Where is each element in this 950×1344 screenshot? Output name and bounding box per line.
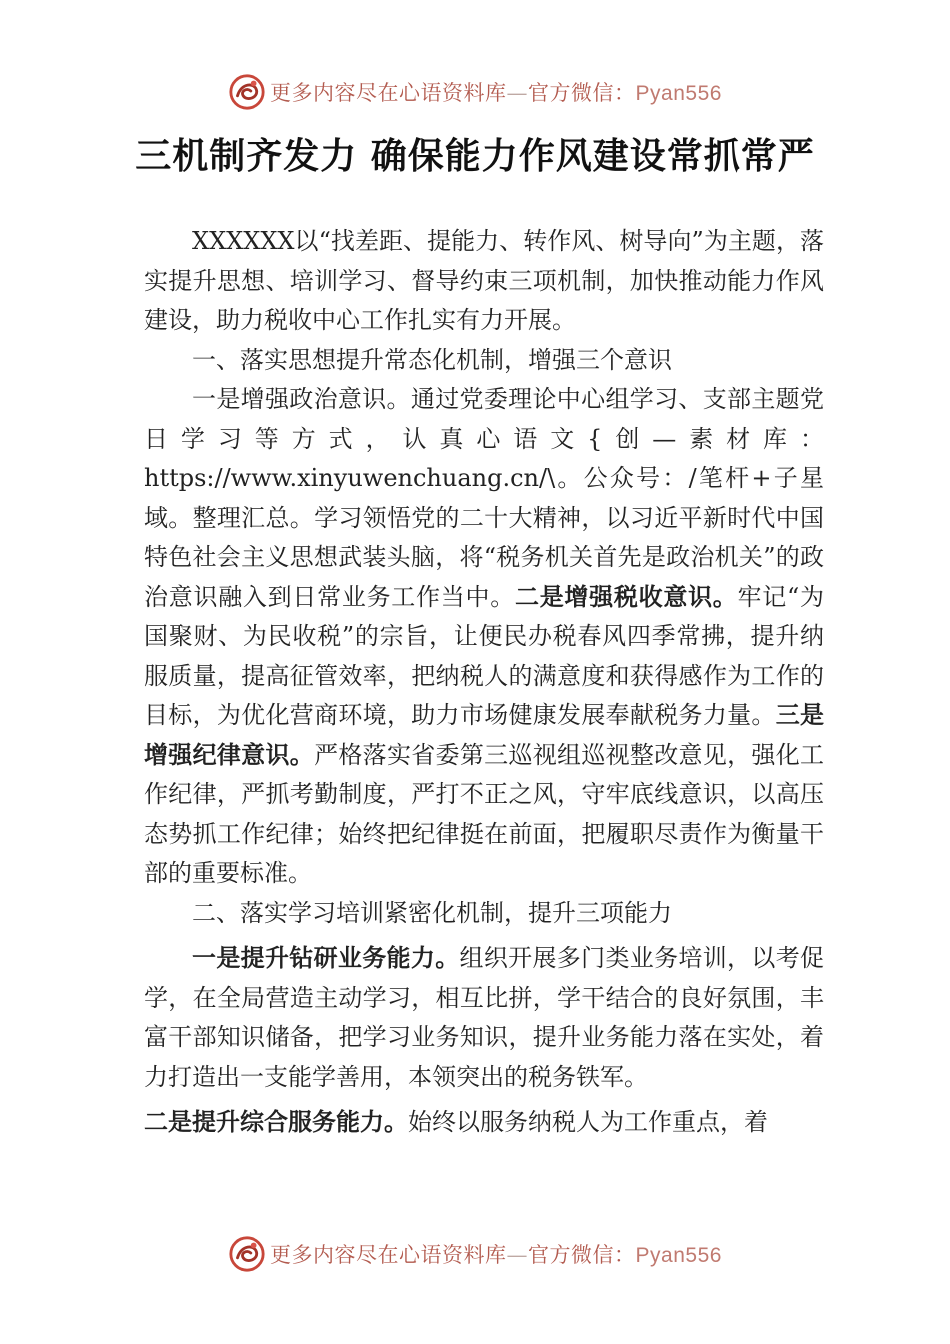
watermark-header — [0, 72, 950, 112]
document-title: 三机制齐发力 确保能力作风建设常抓常严 — [135, 136, 815, 177]
red-swirl-logo-icon — [228, 1235, 266, 1273]
section-heading-2: 二、落实学习培训紧密化机制，提升三项能力 — [192, 898, 672, 927]
section-1-paragraph: 一是增强政治意识。通过党委理论中心组学习、支部主题党日学习等方式，认真心语文{创—素材库：https://www.xinyuwenchuang.cn/\。公众号：/笔杆+子星域。整理汇总。学习领悟党的二十大精神，以习近平新时代中国特色社会主义思想武装头脑，将“税务机关首先是政治机关”的政治意识融入到日常业务工作当中。二是增强税收意识。牢记“为国聚财、为民收税”的宗旨，让便民办税春风四季常拂，提升纳服质量，提高征管效率，把纳税人的满意度和获得感作为工作的目标，为优化营商环境，助力市场健康发展奉献税务力量。三是增强纪律意识。严格落实省委第三巡视组巡视整改意见，强化工作纪律，严抓考勤制度，严打不正之风，守牢底线意识，以高压态势抓工作纪律；始终把纪律挺在前面，把履职尽责作为衡量干部的重要标准。 — [144, 385, 825, 887]
red-swirl-logo-icon — [228, 73, 266, 111]
section-heading-1: 一、落实思想提升常态化机制，增强三个意识 — [192, 345, 672, 374]
watermark-text: 更多内容尽在心语资料库—官方微信：Pyan556 — [270, 1243, 722, 1267]
section-2-paragraph-2: 二是提升综合服务能力。始终以服务纳税人为工作重点，着 — [144, 1108, 768, 1136]
intro-paragraph: XXXXXX以“找差距、提能力、转作风、树导向”为主题，落实提升思想、培训学习、督导约束三项机制，加快推动能力作风建设，助力税收中心工作扎实有力开展。 — [144, 227, 824, 334]
section-2-paragraph-1: 一是提升钻研业务能力。组织开展多门类业务培训，以考促学，在全局营造主动学习，相互比拼，学干结合的良好氛围，丰富干部知识储备，把学习业务知识，提升业务能力落在实处，着力打造出一支能学善用，本领突出的税务铁军。 — [144, 944, 825, 1091]
watermark-text: 更多内容尽在心语资料库—官方微信：Pyan556 — [270, 81, 722, 105]
document-body — [144, 222, 824, 1143]
watermark-footer — [0, 1234, 950, 1274]
